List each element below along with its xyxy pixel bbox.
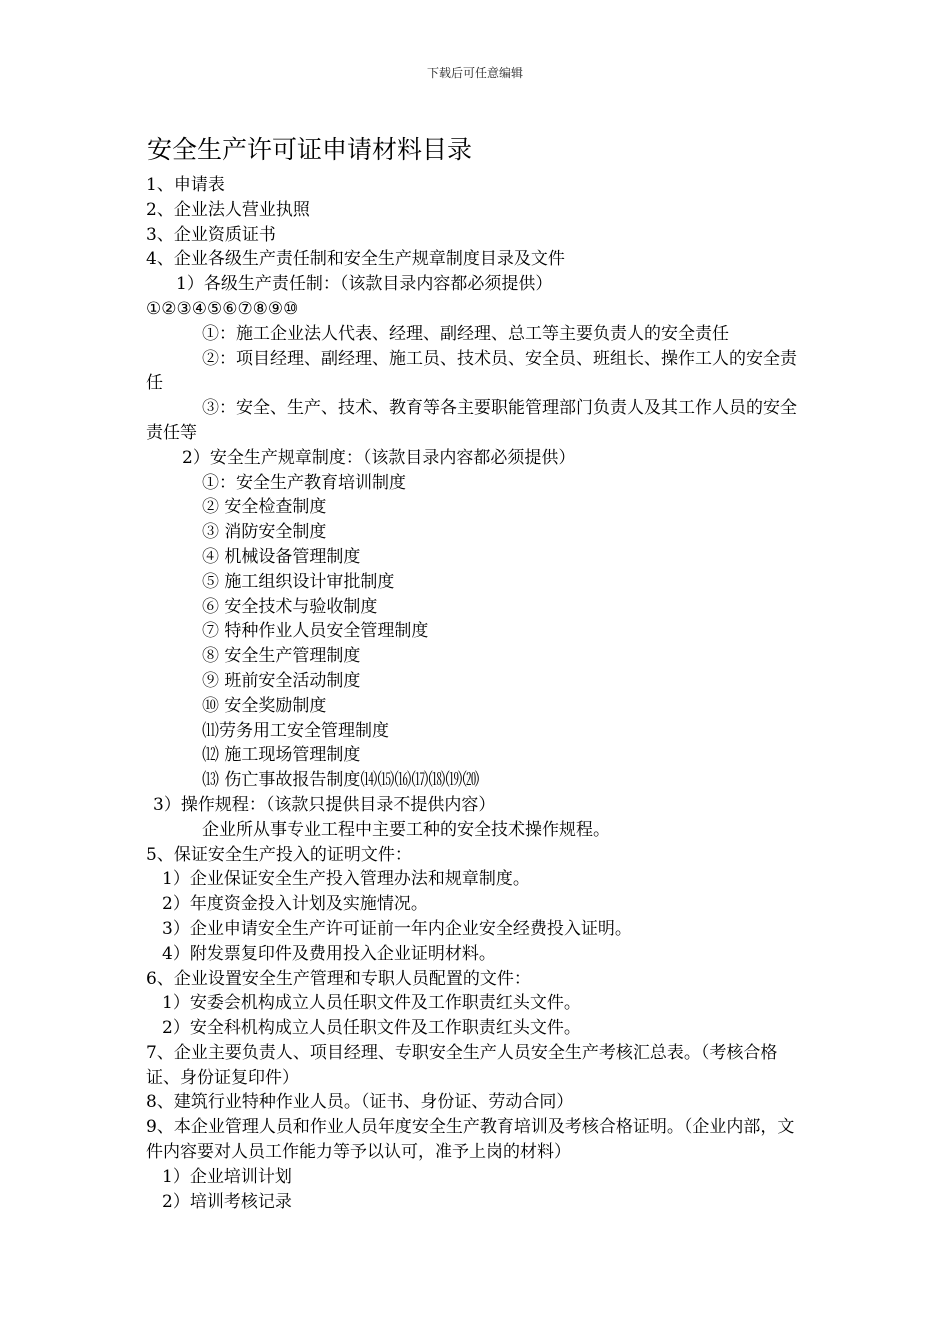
list-item: ⑧ 安全生产管理制度 (202, 646, 361, 667)
list-item: ② 安全检查制度 (202, 497, 327, 518)
list-item: 1）企业培训计划 (162, 1166, 292, 1187)
sub-heading: 2）安全生产规章制度：（该款目录内容都必须提供） (182, 447, 576, 468)
list-item: 1）企业保证安全生产投入管理办法和规章制度。 (162, 869, 530, 890)
list-item: 1、申请表 (146, 175, 225, 195)
list-item: 4、企业各级生产责任制和安全生产规章制度目录及文件 (146, 249, 565, 270)
sub-heading: 1）各级生产责任制：（该款目录内容都必须提供） (176, 274, 553, 295)
list-item: ①：施工企业法人代表、经理、副经理、总工等主要负责人的安全责任 (202, 323, 729, 344)
list-item: ⑤ 施工组织设计审批制度 (202, 571, 395, 592)
document-title: 安全生产许可证申请材料目录 (147, 135, 473, 164)
list-item: ⑦ 特种作业人员安全管理制度 (202, 621, 429, 642)
list-item: ⑿ 施工现场管理制度 (202, 745, 361, 766)
header-note: 下载后可任意编辑 (426, 66, 523, 80)
list-item: 3、企业资质证书 (146, 224, 276, 245)
list-item: 4）附发票复印件及费用投入企业证明材料。 (162, 943, 496, 964)
list-item: 企业所从事专业工程中主要工种的安全技术操作规程。 (202, 819, 610, 840)
list-item: 2）安全科机构成立人员任职文件及工作职责红头文件。 (162, 1018, 581, 1039)
list-item: ⑩ 安全奖励制度 (202, 695, 327, 716)
list-item: ⑾劳务用工安全管理制度 (202, 720, 389, 741)
list-item: ⒀ 伤亡事故报告制度⒁⒂⒃⒄⒅⒆⒇ (202, 770, 480, 791)
list-item: 2）培训考核记录 (162, 1191, 292, 1212)
list-item: 6、企业设置安全生产管理和专职人员配置的文件： (146, 968, 531, 989)
list-item: 7、企业主要负责人、项目经理、专职安全生产人员安全生产考核汇总表。（考核合格证、身份证复印件） (146, 1042, 778, 1088)
document-body (146, 173, 806, 1214)
sub-heading: 3）操作规程：（该款只提供目录不提供内容） (153, 794, 496, 815)
list-item: ①：安全生产教育培训制度 (202, 472, 406, 493)
list-item: ③：安全、生产、技术、教育等各主要职能管理部门负责人及其工作人员的安全责任等 (146, 398, 797, 443)
list-item: 3）企业申请安全生产许可证前一年内企业安全经费投入证明。 (162, 918, 632, 939)
list-item: 5、保证安全生产投入的证明文件： (146, 844, 412, 865)
list-item: 1）安委会机构成立人员任职文件及工作职责红头文件。 (162, 993, 581, 1014)
list-item: ①②③④⑤⑥⑦⑧⑨⑩ (146, 298, 299, 319)
list-item: 2、企业法人营业执照 (146, 199, 310, 220)
list-item: 8、建筑行业特种作业人员。（证书、身份证、劳动合同） (146, 1092, 574, 1113)
list-item: ⑨ 班前安全活动制度 (202, 670, 361, 691)
list-item: ⑥ 安全技术与验收制度 (202, 596, 378, 617)
list-item: ④ 机械设备管理制度 (202, 546, 361, 567)
list-item: 9、本企业管理人员和作业人员年度安全生产教育培训及考核合格证明。（企业内部，文件内容要对人员工作能力等予以认可，准予上岗的材料） (146, 1117, 795, 1163)
list-item: 2）年度资金投入计划及实施情况。 (162, 894, 428, 915)
list-item: ③ 消防安全制度 (202, 522, 327, 543)
list-item: ②：项目经理、副经理、施工员、技术员、安全员、班组长、操作工人的安全责任 (146, 348, 797, 394)
